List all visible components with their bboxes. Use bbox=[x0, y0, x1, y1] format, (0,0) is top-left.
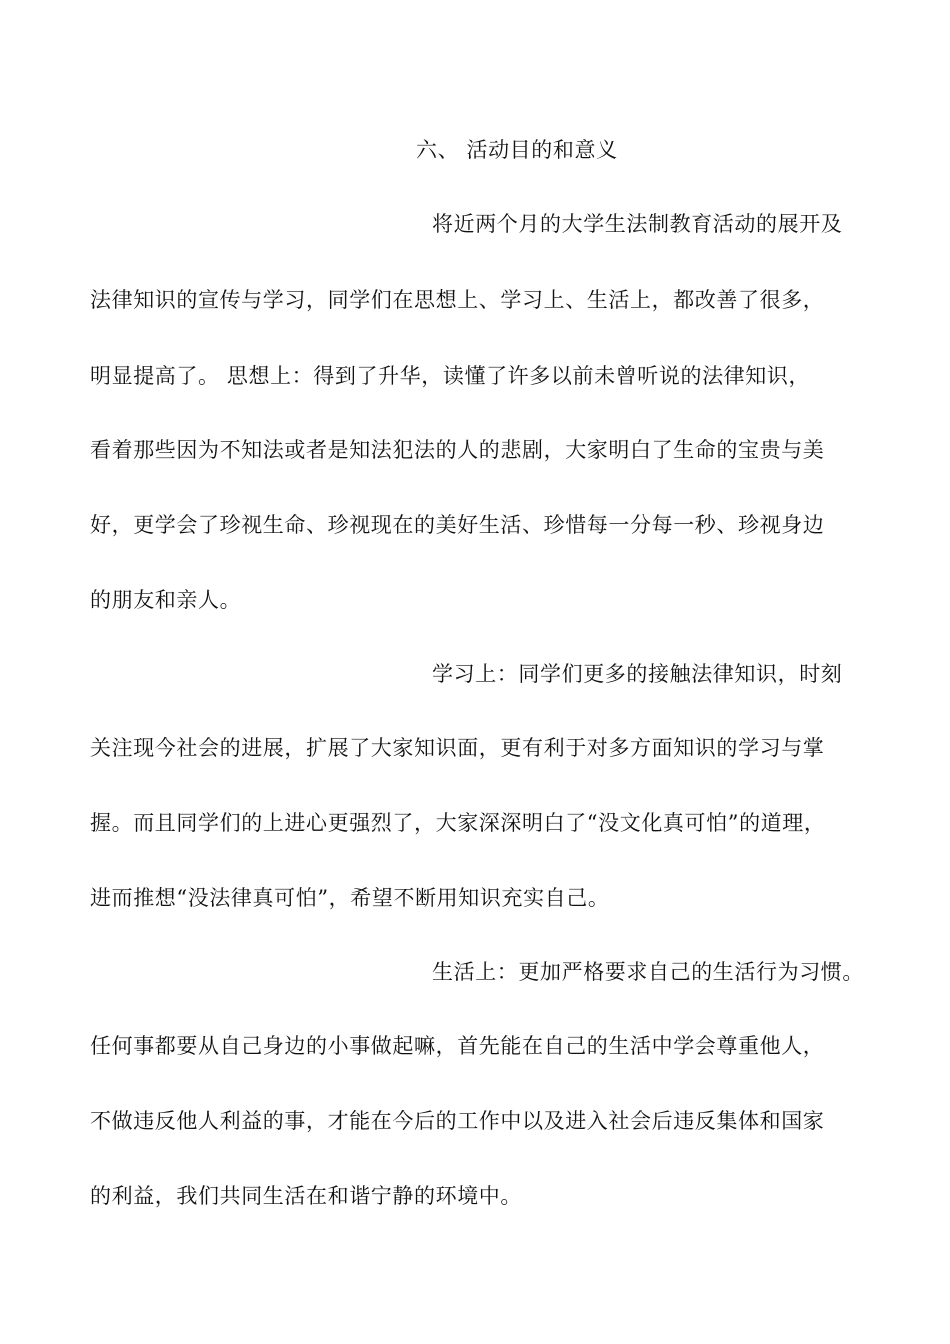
section-heading: 六、 活动目的和意义 bbox=[416, 138, 618, 162]
paragraph-line: 进而推想“没法律真可怕”，希望不断用知识充实自己。 bbox=[90, 886, 610, 910]
paragraph-line: 不做违反他人利益的事，才能在今后的工作中以及进入社会后违反集体和国家 bbox=[90, 1109, 825, 1133]
paragraph-line: 生活上：更加严格要求自己的生活行为习惯。 bbox=[432, 960, 864, 984]
paragraph-line: 关注现今社会的进展，扩展了大家知识面，更有利于对多方面知识的学习与掌 bbox=[90, 736, 825, 760]
paragraph-line: 明显提高了。 思想上：得到了升华，读懂了许多以前未曾听说的法律知识， bbox=[90, 364, 811, 388]
paragraph-line: 学习上：同学们更多的接触法律知识，时刻 bbox=[432, 662, 843, 686]
paragraph-line: 将近两个月的大学生法制教育活动的展开及 bbox=[432, 212, 843, 236]
paragraph-line: 法律知识的宣传与学习，同学们在思想上、学习上、生活上，都改善了很多， bbox=[90, 288, 825, 312]
paragraph-line: 看着那些因为不知法或者是知法犯法的人的悲剧，大家明白了生命的宝贵与美 bbox=[90, 438, 825, 462]
paragraph-line: 任何事都要从自己身边的小事做起嘛，首先能在自己的生活中学会尊重他人， bbox=[90, 1034, 825, 1058]
paragraph-line: 的利益，我们共同生活在和谐宁静的环境中。 bbox=[90, 1184, 522, 1208]
paragraph-line: 好，更学会了珍视生命、珍视现在的美好生活、珍惜每一分每一秒、珍视身边 bbox=[90, 513, 825, 537]
paragraph-line: 的朋友和亲人。 bbox=[90, 588, 242, 612]
paragraph-line: 握。而且同学们的上进心更强烈了，大家深深明白了“没文化真可怕”的道理， bbox=[90, 811, 826, 835]
